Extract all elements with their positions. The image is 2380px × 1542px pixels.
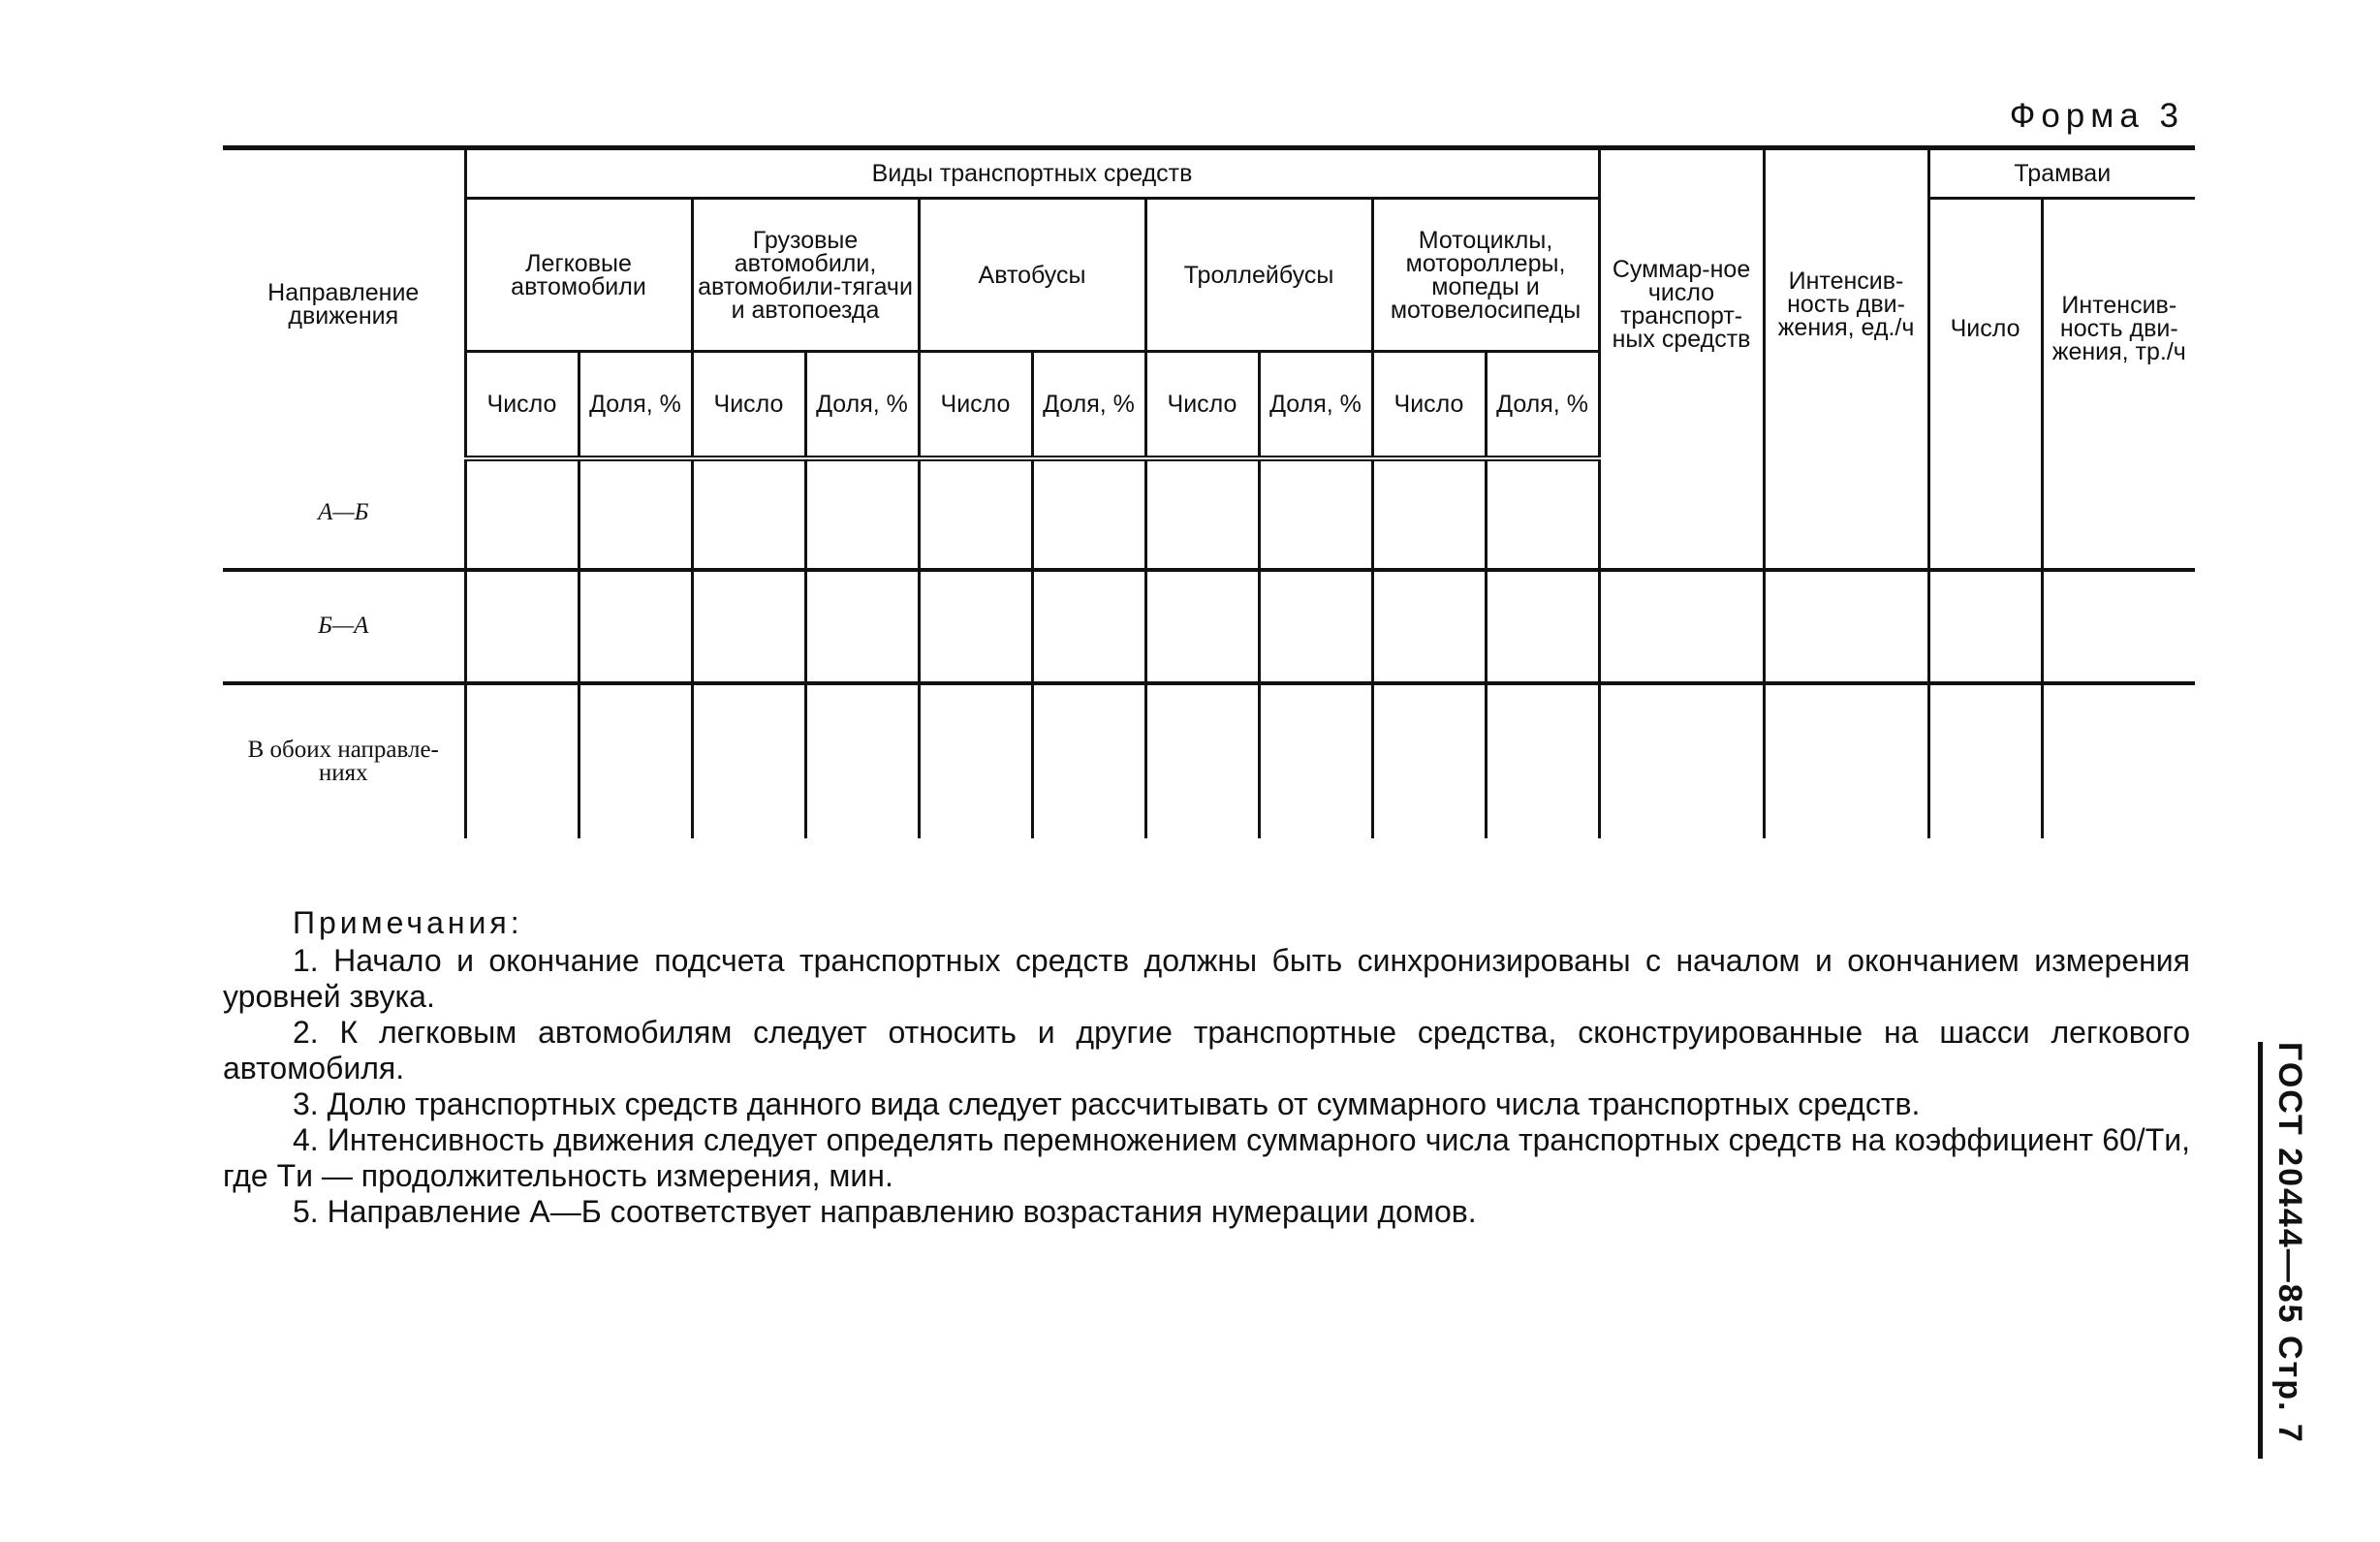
note-item: 3. Долю транспортных средств данного вида следует рассчитывать от суммарного числа транспортных средств. <box>293 1086 1921 1121</box>
note-item: 5. Направление А—Б соответствует направлению возрастания нумерации домов. <box>293 1194 1477 1229</box>
tram-number-header: Число <box>1928 199 2042 458</box>
table-row <box>223 458 2195 570</box>
sub-number: Число <box>919 352 1032 458</box>
sub-number: Число <box>465 352 579 458</box>
notes-title: Примечания: <box>293 905 523 940</box>
total-vehicles-header: Суммар-ное число транспорт-ных средств <box>1599 148 1764 458</box>
sub-share: Доля, % <box>1032 352 1145 458</box>
category-trucks: Грузовые автомобили, автомобили-тягачи и автопоезда <box>692 199 919 352</box>
traffic-count-table <box>223 145 2195 838</box>
category-trolleybuses: Троллейбусы <box>1145 199 1372 352</box>
standard-page-label: ГОСТ 20444—85 Стр. 7 <box>2271 1042 2308 1444</box>
sub-share: Доля, % <box>579 352 692 458</box>
sub-share: Доля, % <box>805 352 919 458</box>
category-buses: Автобусы <box>919 199 1145 352</box>
row-direction-label: А—Б <box>223 458 465 570</box>
note-item: 4. Интенсивность движения следует определять перемножением суммарного числа транспортных средств на коэффициент 60/Tи, где Tи — продолжительность измерения, мин. <box>223 1122 2190 1193</box>
tram-intensity-header: Интенсив-ность дви-жения, тр./ч <box>2042 199 2195 458</box>
note-item: 2. К легковым автомобилям следует относить и другие транспортные средства, сконструированные на шасси легкового автомобиля. <box>223 1015 2190 1086</box>
notes-section <box>223 905 2190 1230</box>
sub-share: Доля, % <box>1486 352 1599 458</box>
sub-number: Число <box>1372 352 1486 458</box>
side-page-marker <box>2258 1042 2321 1459</box>
sub-number: Число <box>692 352 805 458</box>
vehicle-types-header: Виды транспортных средств <box>465 148 1599 199</box>
row-direction-label: Б—А <box>223 570 465 683</box>
category-cars: Легковые автомобили <box>465 199 692 352</box>
sub-share: Доля, % <box>1259 352 1372 458</box>
form-label: Форма 3 <box>2009 97 2184 135</box>
form-table-container <box>223 145 2186 838</box>
table-row <box>223 683 2195 838</box>
note-item: 1. Начало и окончание подсчета транспортных средств должны быть синхронизированы с началом и окончанием измерения уровней звука. <box>223 943 2190 1014</box>
intensity-header: Интенсив-ность дви-жения, ед./ч <box>1764 148 1928 458</box>
row-direction-label: В обоих направле-ниях <box>223 683 465 838</box>
sub-number: Число <box>1145 352 1259 458</box>
category-motorcycles: Мотоциклы, мотороллеры, мопеды и мотовелосипеды <box>1372 199 1599 352</box>
tram-header: Трамваи <box>1928 148 2195 199</box>
direction-header: Направление движения <box>223 148 465 458</box>
table-row <box>223 570 2195 683</box>
